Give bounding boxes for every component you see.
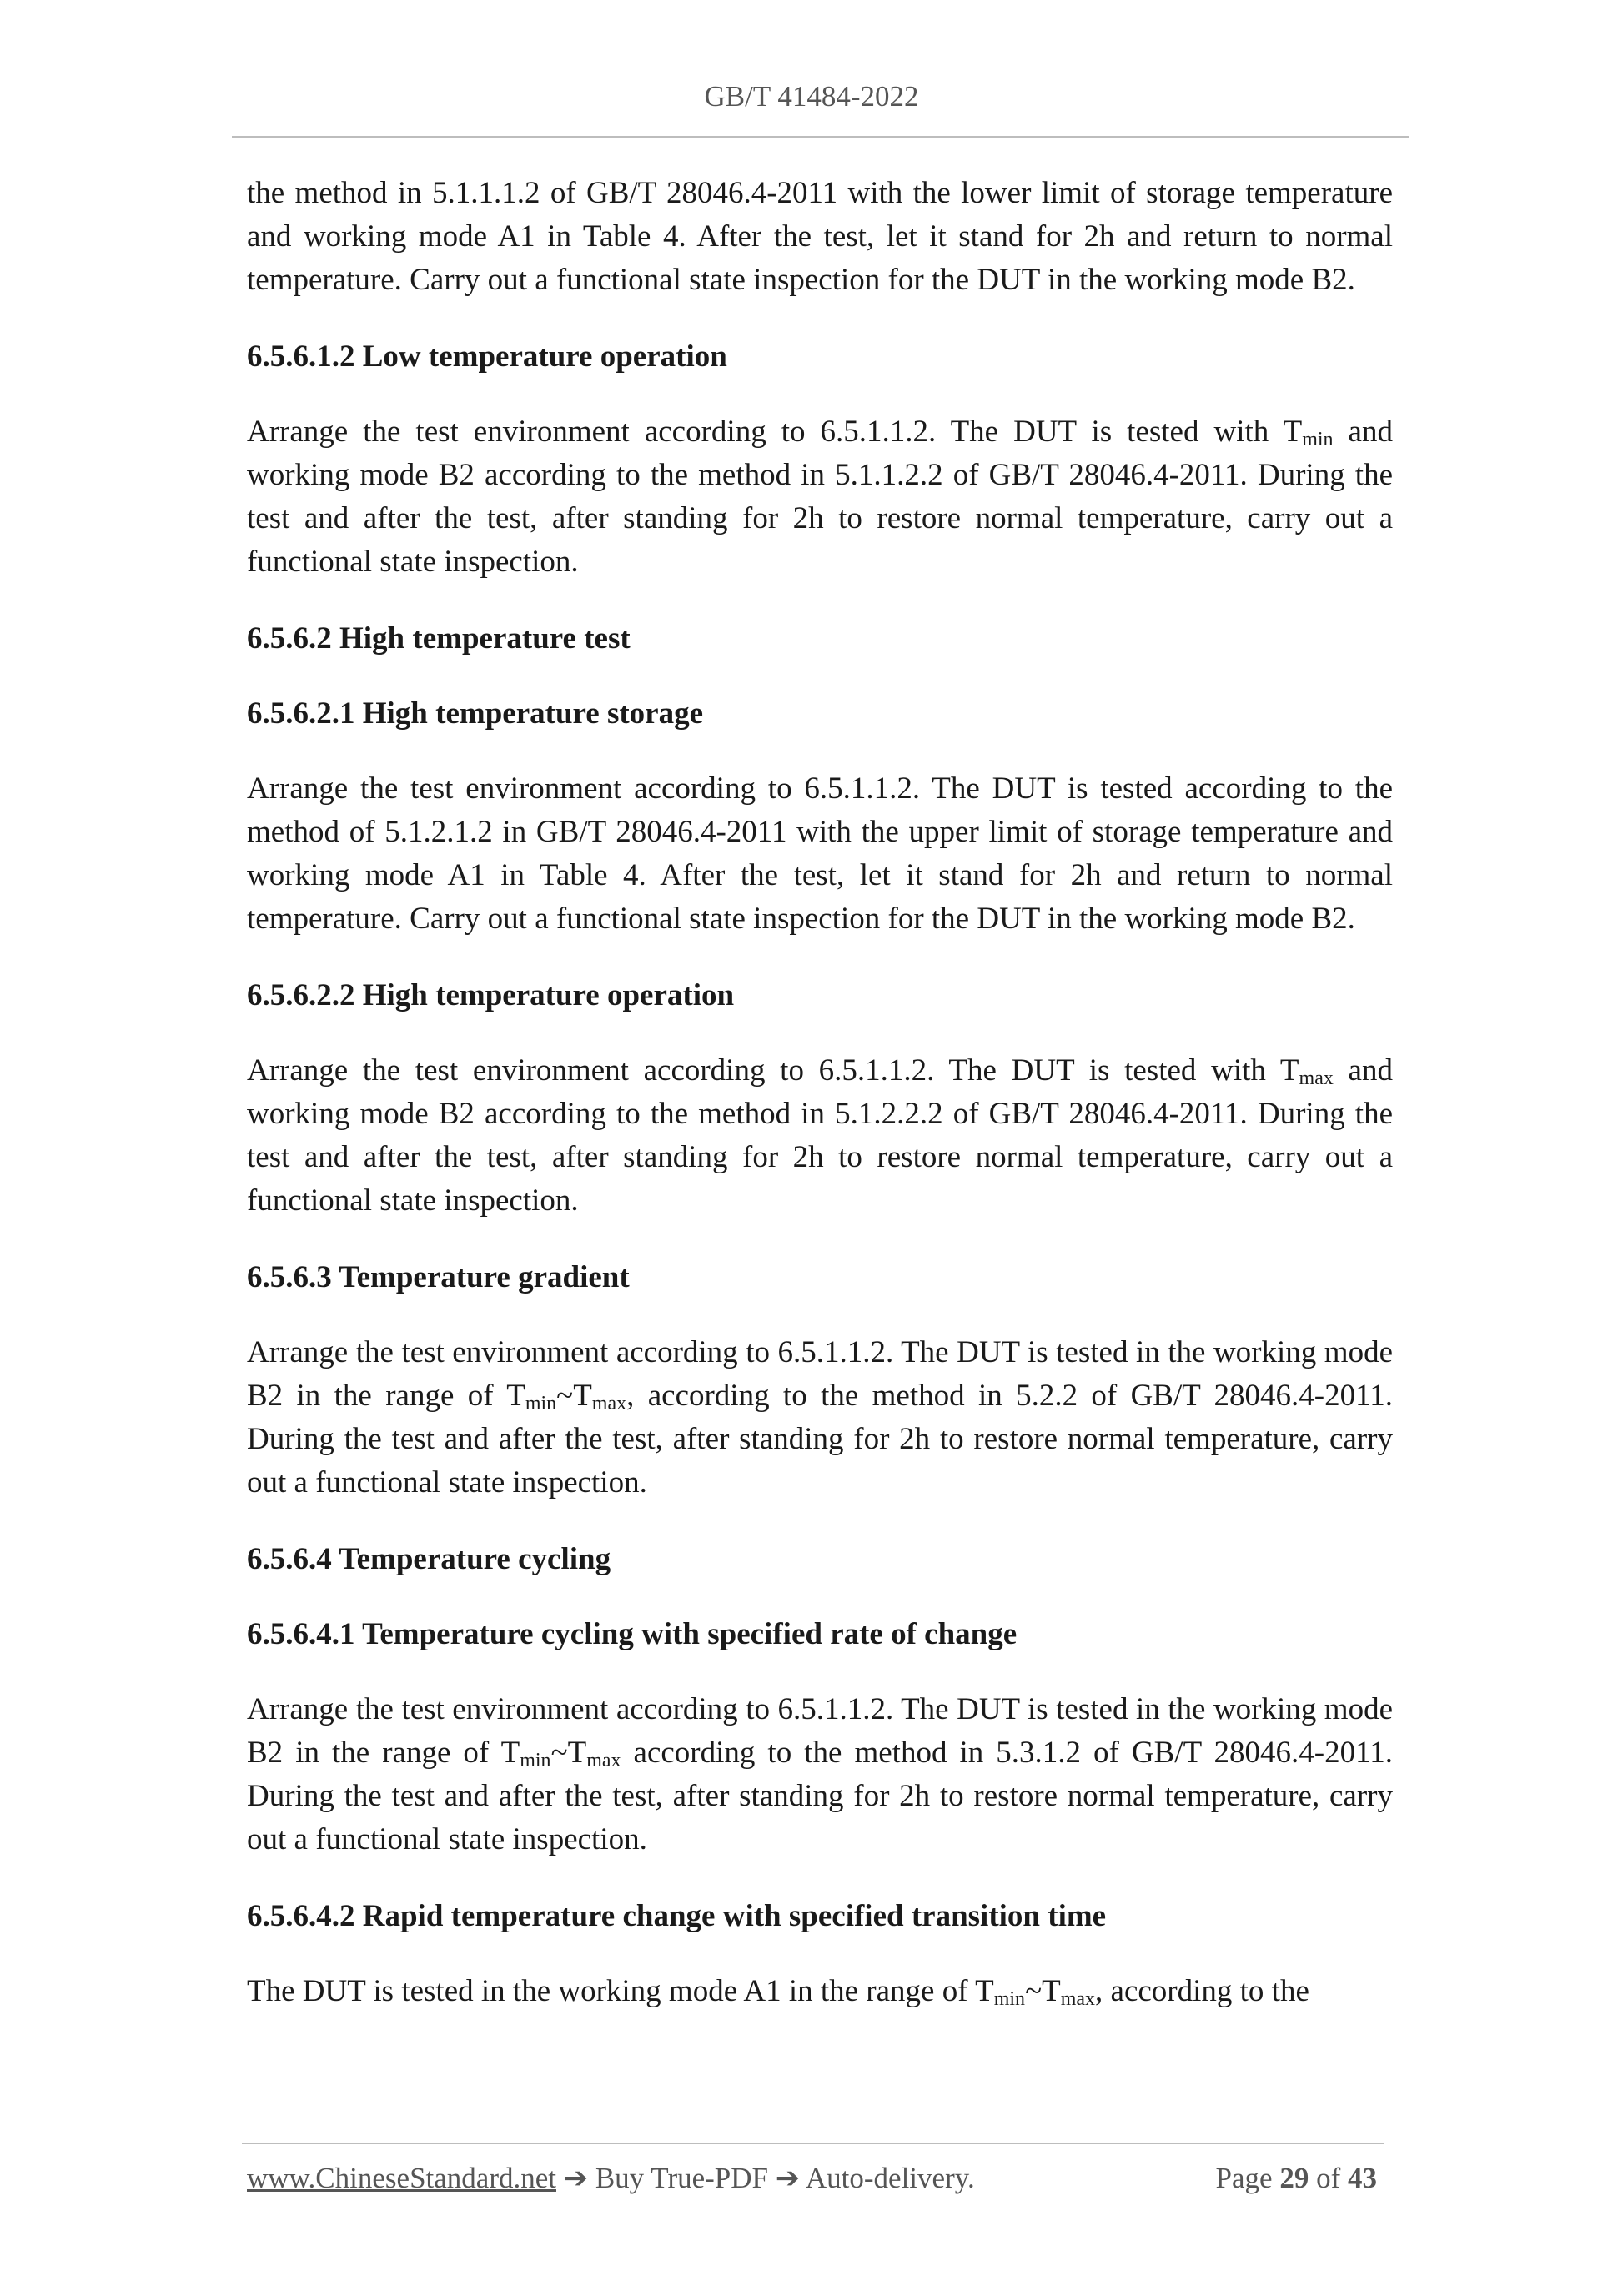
document-code: GB/T 41484-2022	[704, 80, 919, 113]
heading-6-5-6-1-2: 6.5.6.1.2 Low temperature operation	[247, 339, 727, 374]
footer-divider	[242, 2143, 1384, 2144]
heading-6-5-6-2-1: 6.5.6.2.1 High temperature storage	[247, 696, 704, 731]
page-footer	[247, 2162, 1377, 2203]
buy-true-pdf-text: Buy True-PDF	[588, 2162, 776, 2194]
page-indicator	[1216, 2162, 1377, 2195]
paragraph-low-temp-operation: Arrange the test environment according to 6.5.1.1.2. The DUT is tested with $T_{min}$ and working mode B2 according to the method in 5.1.1.2.2 of GB/T 28046.4-2011. During the test and after the test, after standing for 2h to restore normal temperature, carry out a functional state inspection.	[247, 414, 1393, 579]
page-label: Page	[1215, 2162, 1273, 2194]
header-divider	[232, 136, 1409, 138]
paragraph-storage-continued: the method in 5.1.1.1.2 of GB/T 28046.4-2011 with the lower limit of storage temperature and working mode A1 in Table 4. After the test, let it stand for 2h and return to normal temperature. Carry out a functional state inspection for the DUT in the working mode B2.	[247, 176, 1393, 297]
paragraph-temperature-cycling: Arrange the test environment according to 6.5.1.1.2. The DUT is tested in the working mode B2 in the range of $T_{min}\sim T_{max}$ according to the method in 5.3.1.2 of GB/T 28046.4-2011. During the test and after the test, after standing for 2h to restore normal temperature, carry out a functional state inspection.	[247, 1692, 1393, 1856]
auto-delivery-text: Auto-delivery.	[800, 2162, 975, 2194]
paragraph-high-temp-operation: Arrange the test environment according to 6.5.1.1.2. The DUT is tested with $T_{max}$ and working mode B2 according to the method in 5.1.2.2.2 of GB/T 28046.4-2011. During the test and after the test, after standing for 2h to restore normal temperature, carry out a functional state inspection.	[247, 1053, 1393, 1218]
heading-6-5-6-3: 6.5.6.3 Temperature gradient	[247, 1260, 630, 1294]
paragraph-rapid-temp-change: The DUT is tested in the working mode A1 in the range of $T_{min}\sim T_{max}$, according to the	[247, 1974, 1309, 2010]
paragraph-high-temp-storage: Arrange the test environment according to 6.5.1.1.2. The DUT is tested according to the method of 5.1.2.1.2 in GB/T 28046.4-2011 with the upper limit of storage temperature and working mode A1 in Table 4. After the test, let it stand for 2h and return to normal temperature. Carry out a functional state inspection for the DUT in the working mode B2.	[247, 771, 1393, 936]
current-page-number: 29	[1279, 2162, 1309, 2194]
of-label: of	[1316, 2162, 1341, 2194]
website-link[interactable]: www.ChineseStandard.net	[247, 2162, 556, 2194]
arrow-right-icon: ➔	[775, 2162, 801, 2194]
total-pages-number: 43	[1348, 2162, 1377, 2194]
heading-6-5-6-4-1: 6.5.6.4.1 Temperature cycling with specified rate of change	[247, 1617, 1018, 1651]
paragraph-temperature-gradient: Arrange the test environment according to 6.5.1.1.2. The DUT is tested in the working mode B2 in the range of $T_{min}\sim T_{max}$, according to the method in 5.2.2 of GB/T 28046.4-2011. During the test and after the test, after standing for 2h to restore normal temperature, carry out a functional state inspection.	[247, 1335, 1393, 1500]
page-header	[0, 80, 1623, 113]
footer-promo	[247, 2162, 975, 2195]
heading-6-5-6-2: 6.5.6.2 High temperature test	[247, 621, 631, 656]
heading-6-5-6-4: 6.5.6.4 Temperature cycling	[247, 1542, 611, 1576]
heading-6-5-6-2-2: 6.5.6.2.2 High temperature operation	[247, 978, 735, 1012]
arrow-right-icon: ➔	[563, 2162, 589, 2194]
page-body	[247, 172, 1393, 2047]
heading-6-5-6-4-2: 6.5.6.4.2 Rapid temperature change with specified transition time	[247, 1899, 1107, 1933]
